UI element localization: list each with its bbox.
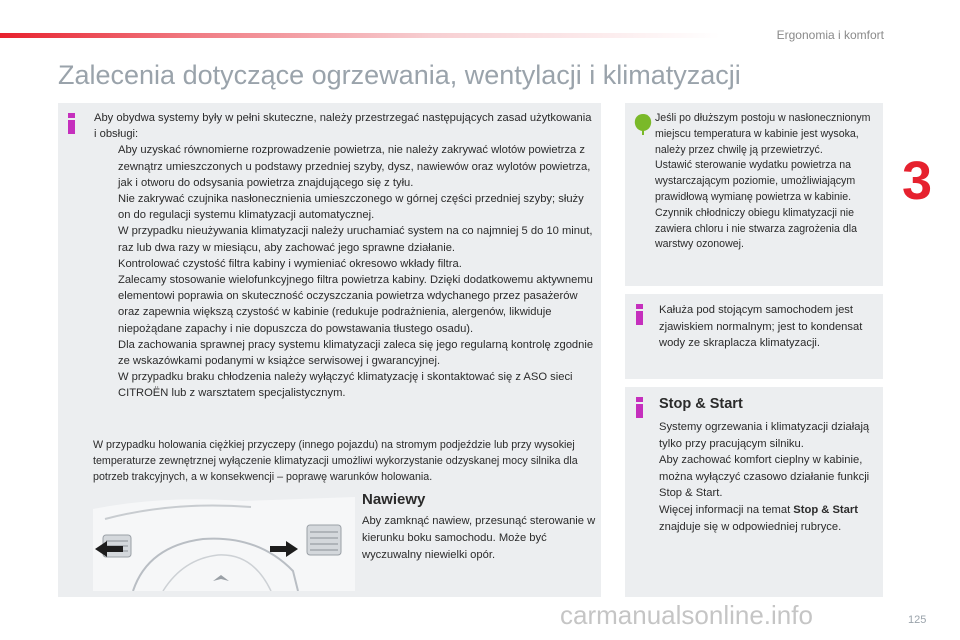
advice-bullet [94,142,594,191]
bullet-text: Dla zachowania sprawnej pracy systemu klimatyzacji zaleca się jego regularną kontrolę zgodnie ze wskazówkami podanymi w książce serwisowej i gwarancyjnej. [118,338,594,368]
page-title: Zalecenia dotyczące ogrzewania, wentylacji i klimatyzacji [58,60,741,90]
advice-bullet [94,337,594,369]
eco-leaf-icon [633,113,653,135]
bullet-text: W przypadku braku chłodzenia należy wyłączyć klimatyzację i skontaktować się z ASO sieci CITROËN lub z warsztatem specjalistycznym. [118,371,573,400]
info-icon [634,397,645,418]
eco-note-paragraph-2: Ustawić sterowanie wydatku powietrza na wystarczającym poziomie, umożliwiającym prawidłową wymianę powietrza w kabinie. [655,159,856,203]
advice-bullet [94,191,594,223]
condensation-note-text: Kałuża pod stojącym samochodem jest zjawiskiem normalnym; jest to kondensat wody ze skraplacza klimatyzacji. [659,304,863,350]
main-advice-text [94,110,594,402]
stop-start-paragraph-1: Systemy ogrzewania i klimatyzacji działają tylko przy pracującym silniku. [659,421,870,450]
info-icon [634,304,645,325]
page-number: 125 [908,614,927,626]
watermark: carmanualsonline.info [560,600,813,630]
nawiewy-heading: Nawiewy [362,491,426,508]
bullet-text: Aby uzyskać równomierne rozprowadzenie powietrza, nie należy zakrywać wlotów powietrza z zewnątrz umieszczonych u podstawy przedniej szyby, dysz, nawiewów oraz wylotów powietrza, jak i otworu do odsysania powietrza znajdującego się z tyłu. [118,144,591,189]
stop-start-text [659,419,877,535]
towing-paragraph: W przypadku holowania ciężkiej przyczepy (innego pojazdu) na stromym podjeździe lub przy wysokiej temperaturze zewnętrznej wyłączenie klimatyzacji umożliwi wykorzystanie odzyskanej mocy silnika dla potrzeb trakcyjnych, a w konsekwencji – poprawę warunków holowania. [93,439,578,483]
stop-start-heading: Stop & Start [659,396,743,412]
advice-bullet [94,223,594,255]
bullet-text: Nie zakrywać czujnika nasłonecznienia umieszczonego w górnej części przedniej szyby; służy on do regulacji systemu klimatyzacji automatycznej. [118,193,584,222]
advice-bullet-list [94,142,594,401]
nawiewy-text: Aby zamknąć nawiew, przesunąć sterowanie w kierunku boku samochodu. Może być wyczuwalny niewielki opór. [362,515,596,561]
stop-start-paragraph-3: Więcej informacji na temat Stop & Start znajduje się w odpowiedniej rubryce. [659,503,858,533]
stop-start-link-text: Stop & Start [793,503,858,516]
advice-bullet [94,369,594,401]
intro-paragraph: Aby obydwa systemy były w pełni skuteczne, należy przestrzegać następujących zasad użytkowania i obsługi: [94,112,592,141]
bullet-text: Zalecamy stosowanie wielofunkcyjnego filtra powietrza kabiny. Dzięki dodatkowemu aktywnemu elementowi poprawia on skuteczność oczyszczania powietrza wdychanego przez pasażerów oraz zapewnia większą czystość w kabinie (redukuje podrażnienia, alergenów, likwiduje niepożądane zapachy i nie dopuszcza do powstawania tłustego osadu). [118,274,593,335]
advice-bullet [94,256,594,337]
vent-illustration [93,491,355,591]
eco-note-paragraph-3: Czynnik chłodniczy obiegu klimatyzacji nie zawiera chloru i nie stwarza zagrożenia dla warstwy ozonowej. [655,206,857,251]
section-header: Ergonomia i komfort [776,28,884,42]
eco-note-text [655,111,880,253]
chapter-number: 3 [902,151,933,211]
bullet-text: W przypadku nieużywania klimatyzacji należy uruchamiać system na co najmniej 5 do 10 minut, raz lub dwa razy w miesiącu, aby zachować jego sprawne działanie. [118,225,593,254]
bullet-text: Kontrolować czystość filtra kabiny i wymieniać okresowo wkłady filtra. [118,257,462,270]
info-icon [66,113,77,134]
eco-note-paragraph-1: Jeśli po dłuższym postoju w nasłonecznionym miejscu temperatura w kabinie jest wysoka, należy przez chwilę ją przewietrzyć. [655,112,871,156]
stop-start-paragraph-2: Aby zachować komfort cieplny w kabinie, można wyłączyć czasowo działanie funkcji Stop & Start. [659,454,870,500]
